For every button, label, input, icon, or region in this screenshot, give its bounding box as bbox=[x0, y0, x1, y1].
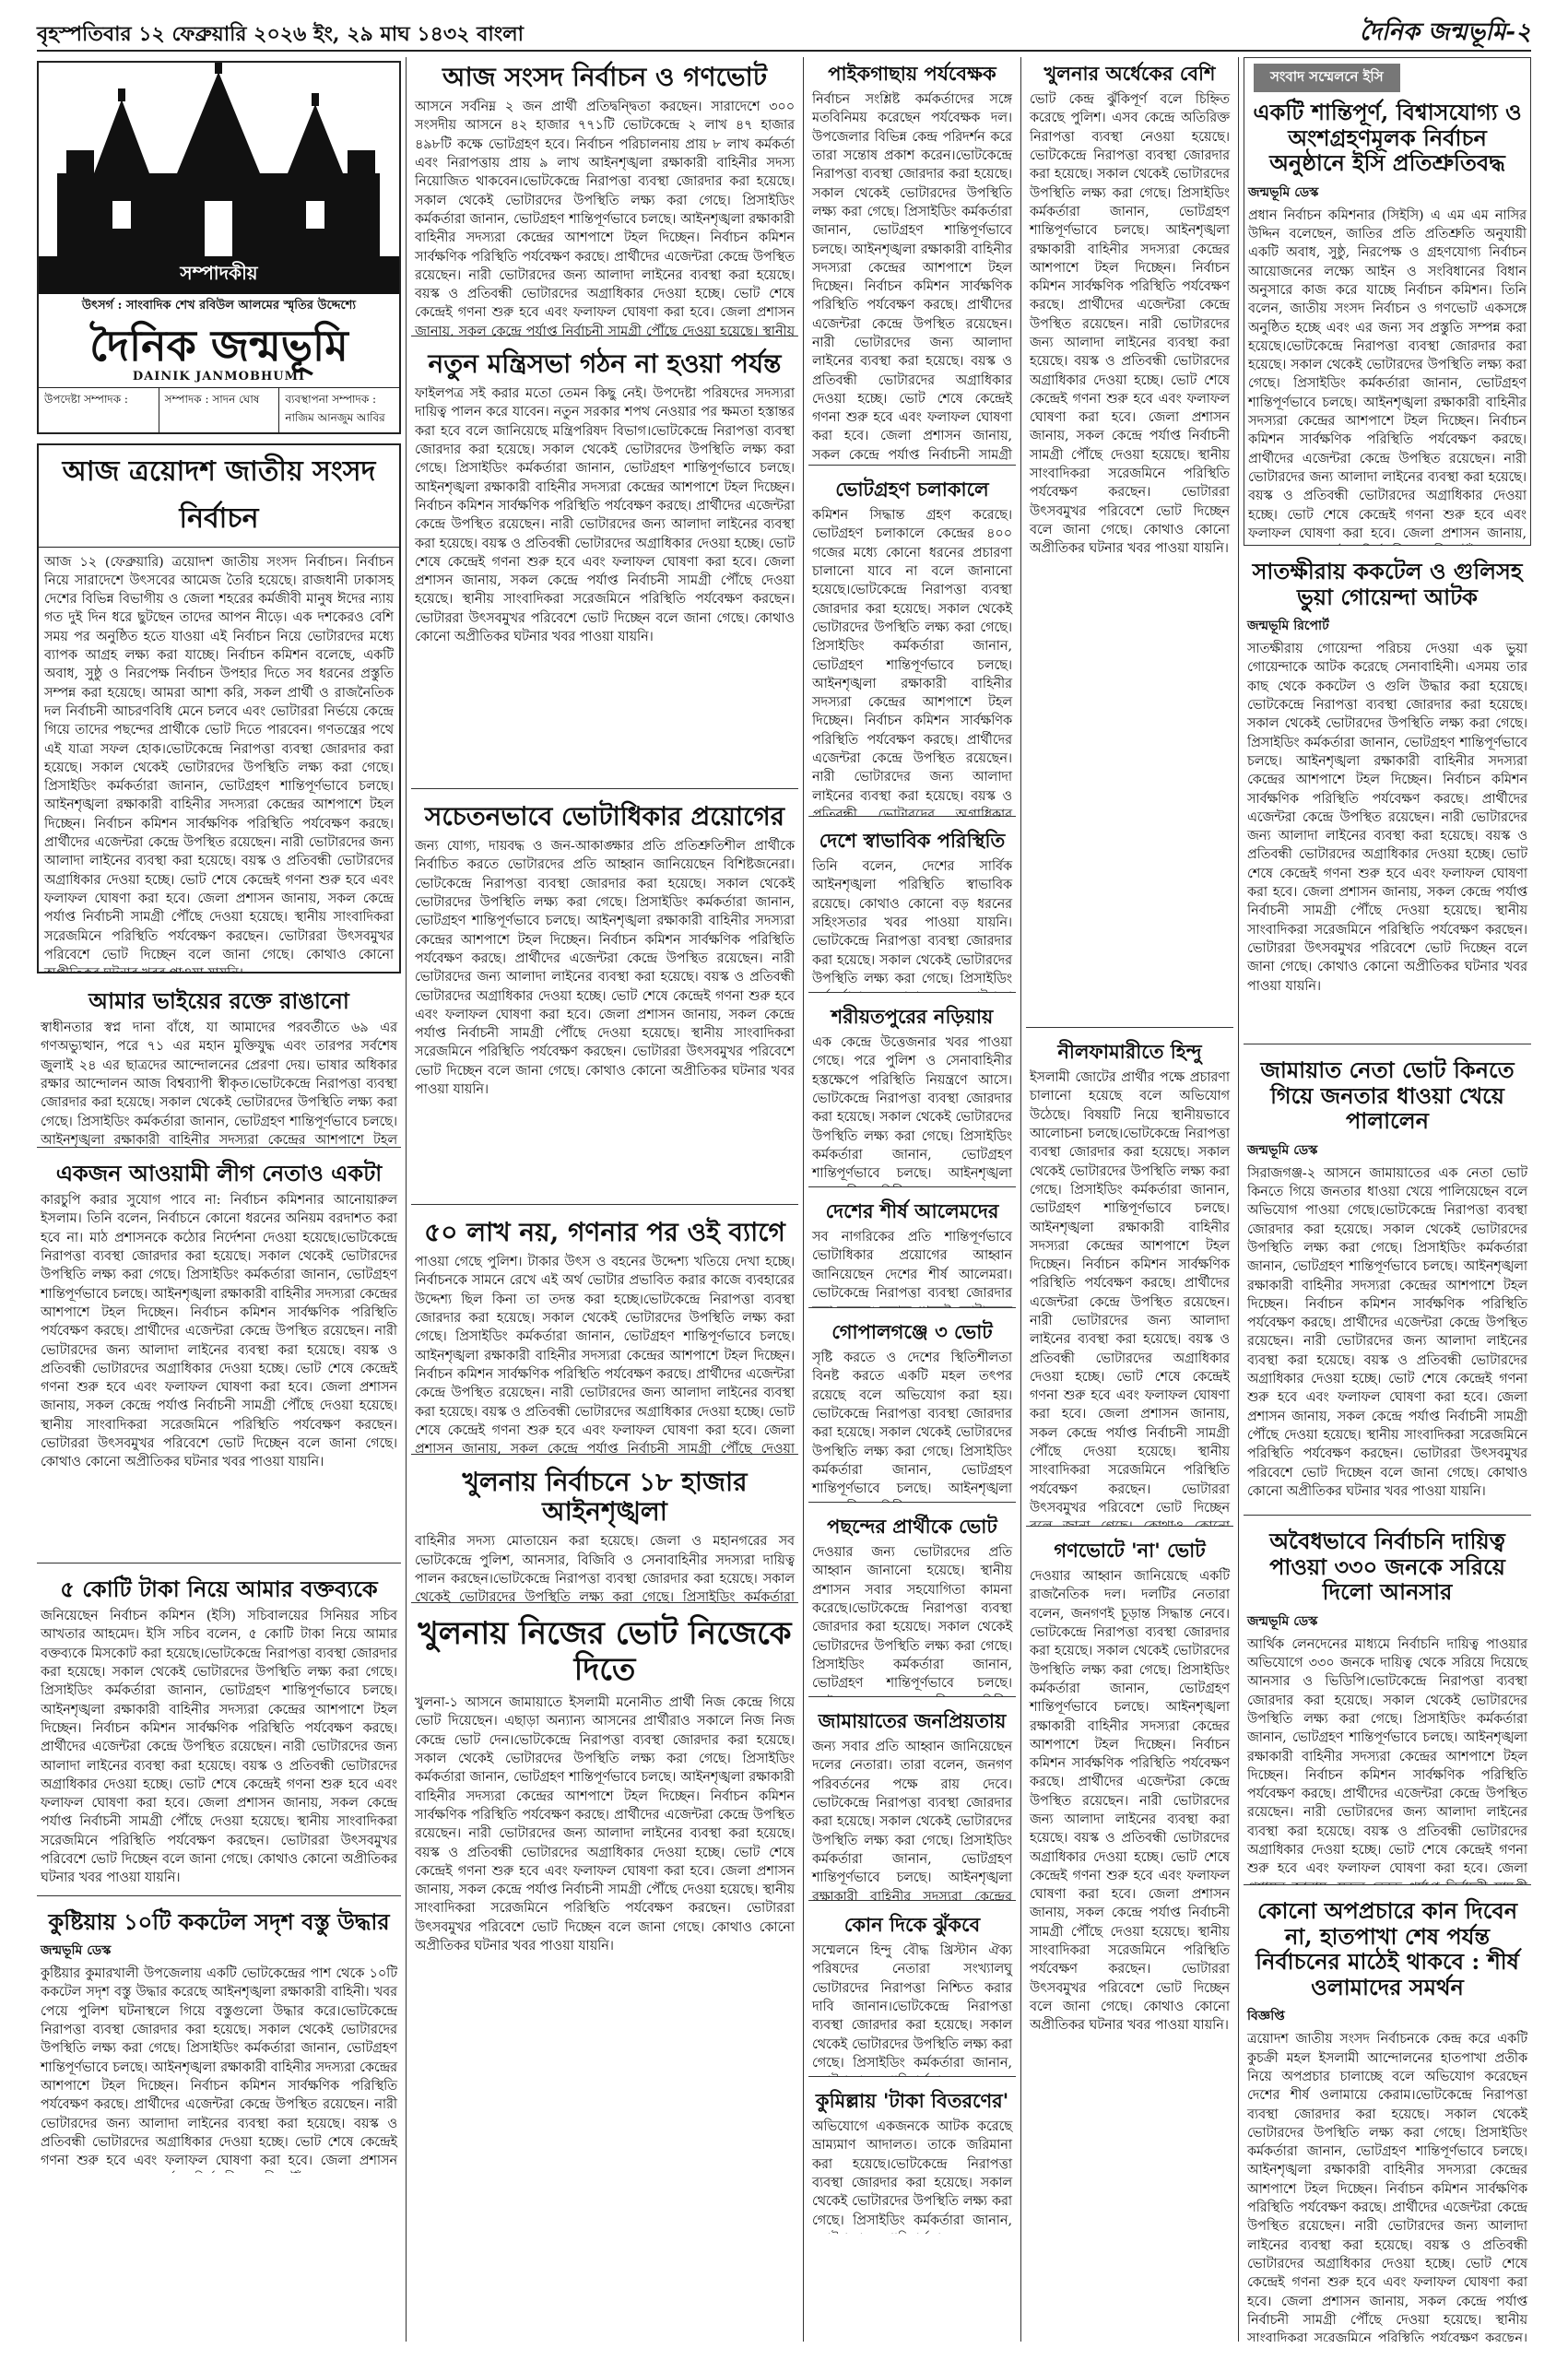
article bbox=[808, 824, 1016, 993]
column-5 bbox=[1244, 57, 1531, 2342]
page-header bbox=[37, 13, 1531, 52]
article bbox=[1244, 1893, 1531, 2342]
article-headline: শরীয়তপুরের নড়িয়ায় bbox=[831, 1005, 994, 1028]
article bbox=[1026, 57, 1233, 1028]
column-4 bbox=[1026, 57, 1233, 2342]
column-divider bbox=[803, 57, 804, 2342]
article-body: আর্থিক লেনদেনের মাধ্যমে নির্বাচনি দায়িত্ব পাওয়ার অভিযোগে ৩৩০ জনকে দায়িত্ব থেকে সরিয়ে দিয়েছে আনসার ও ভিডিপি। ভোটকেন্দ্রে নিরাপত্তা ব্যবস্থা জোরদার করা হয়েছে। সকাল থেকেই ভোটারদের উপস্থিতি লক্ষ্য করা গেছে। প্রিসাইডিং কর্মকর্তারা জানান, ভোটগ্রহণ শান্তিপূর্ণভাবে চলছে। আইনশৃঙ্খলা রক্ষাকারী বাহিনীর সদস্যরা কেন্দ্রের আশপাশে টহল দিচ্ছেন। নির্বাচন কমিশন সার্বক্ষণিক পরিস্থিতি পর্যবেক্ষণ করছে। প্রার্থীদের এজেন্টরা কেন্দ্রে উপস্থিত রয়েছেন। নারী ভোটারদের জন্য আলাদা লাইনের ব্যবস্থা করা হয়েছে। বয়স্ক ও প্রতিবন্ধী ভোটারদের অগ্রাধিকার দেওয়া হচ্ছে। ভোট শেষে কেন্দ্রেই গণনা শুরু হবে এবং ফলাফল ঘোষণা করা হবে। জেলা প্রশাসন জানায়, সকল কেন্দ্রে পর্যাপ্ত নির্বাচনী সামগ্রী পৌঁছে দেওয়া হয়েছে। স্থানীয় সাংবাদিকরা সরেজমিনে পরিস্থিতি পর্যবেক্ষণ করছেন। ভোটাররা উৎসবমুখর পরিবেশে ভোট দিচ্ছেন বলে জানা গেছে। কোথাও কোনো অপ্রীতিকর ঘটনার খবর পাওয়া যায়নি। bbox=[1247, 1635, 1527, 1885]
article bbox=[1244, 1052, 1531, 1516]
article-body: আসনে সর্বনিম্ন ২ জন প্রার্থী প্রতিদ্বন্দ্বিতা করছেন। সারাদেশে ৩০০ সংসদীয় আসনে ৪২ হাজার ৭৭১টি ভোটকেন্দ্রে ২ লাখ ৪৭ হাজার ৪৯৮টি কক্ষে ভোটগ্রহণ হবে। নির্বাচন পরিচালনায় প্রায় ৮ লাখ কর্মকর্তা এবং নিরাপত্তায় প্রায় ৯ লাখ আইনশৃঙ্খলা রক্ষাকারী বাহিনীর সদস্য নিয়োজিত থাকবেন। ভোটকেন্দ্রে নিরাপত্তা ব্যবস্থা জোরদার করা হয়েছে। সকাল থেকেই ভোটারদের উপস্থিতি লক্ষ্য করা গেছে। প্রিসাইডিং কর্মকর্তারা জানান, ভোটগ্রহণ শান্তিপূর্ণভাবে চলছে। আইনশৃঙ্খলা রক্ষাকারী বাহিনীর সদস্যরা কেন্দ্রের আশপাশে টহল দিচ্ছেন। নির্বাচন কমিশন সার্বক্ষণিক পরিস্থিতি পর্যবেক্ষণ করছে। প্রার্থীদের এজেন্টরা কেন্দ্রে উপস্থিত রয়েছেন। নারী ভোটারদের জন্য আলাদা লাইনের ব্যবস্থা করা হয়েছে। বয়স্ক ও প্রতিবন্ধী ভোটারদের অগ্রাধিকার দেওয়া হচ্ছে। ভোট শেষে কেন্দ্রেই গণনা শুরু হবে এবং ফলাফল ঘোষণা করা হবে। জেলা প্রশাসন জানায়, সকল কেন্দ্রে পর্যাপ্ত নির্বাচনী সামগ্রী পৌঁছে দেওয়া হয়েছে। স্থানীয় সাংবাদিকরা সরেজমিনে পরিস্থিতি পর্যবেক্ষণ করছেন। ভোটাররা উৎসবমুখর পরিবেশে ভোট দিচ্ছেন বলে জানা গেছে। কোথাও কোনো অপ্রীতিকর ঘটনার খবর পাওয়া যায়নি। bbox=[415, 98, 795, 336]
article bbox=[37, 1904, 401, 2173]
article-headline: নতুন মন্ত্রিসভা গঠন না হওয়া পর্যন্ত bbox=[428, 348, 782, 379]
editor-line bbox=[39, 387, 399, 432]
article-body: জনিয়েছেন নির্বাচন কমিশন (ইসি) সচিবালয়ের সিনিয়র সচিব আখতার আহমেদ। ইসি সচিব বলেন, ৫ কোটি টাকা নিয়ে আমার বক্তব্যকে মিসকোট করা হয়েছে। ভোটকেন্দ্রে নিরাপত্তা ব্যবস্থা জোরদার করা হয়েছে। সকাল থেকেই ভোটারদের উপস্থিতি লক্ষ্য করা গেছে। প্রিসাইডিং কর্মকর্তারা জানান, ভোটগ্রহণ শান্তিপূর্ণভাবে চলছে। আইনশৃঙ্খলা রক্ষাকারী বাহিনীর সদস্যরা কেন্দ্রের আশপাশে টহল দিচ্ছেন। নির্বাচন কমিশন সার্বক্ষণিক পরিস্থিতি পর্যবেক্ষণ করছে। প্রার্থীদের এজেন্টরা কেন্দ্রে উপস্থিত রয়েছেন। নারী ভোটারদের জন্য আলাদা লাইনের ব্যবস্থা করা হয়েছে। বয়স্ক ও প্রতিবন্ধী ভোটারদের অগ্রাধিকার দেওয়া হচ্ছে। ভোট শেষে কেন্দ্রেই গণনা শুরু হবে এবং ফলাফল ঘোষণা করা হবে। জেলা প্রশাসন জানায়, সকল কেন্দ্রে পর্যাপ্ত নির্বাচনী সামগ্রী পৌঁছে দেওয়া হয়েছে। স্থানীয় সাংবাদিকরা সরেজমিনে পরিস্থিতি পর্যবেক্ষণ করছেন। ভোটাররা উৎসবমুখর পরিবেশে ভোট দিচ্ছেন বলে জানা গেছে। কোথাও কোনো অপ্রীতিকর ঘটনার খবর পাওয়া যায়নি। bbox=[41, 1607, 397, 1887]
article-body: অভিযোগে একজনকে আটক করেছে ভ্রাম্যমাণ আদালত। তাকে জরিমানা করা হয়েছে। ভোটকেন্দ্রে নিরাপত্তা ব্যবস্থা জোরদার করা হয়েছে। সকাল থেকেই ভোটারদের উপস্থিতি লক্ষ্য করা গেছে। প্রিসাইডিং কর্মকর্তারা জানান, ভোটগ্রহণ শান্তিপূর্ণভাবে চলছে। আইনশৃঙ্খলা রক্ষাকারী বাহিনীর সদস্যরা কেন্দ্রের আশপাশে টহল দিচ্ছেন। নির্বাচন কমিশন সার্বক্ষণিক পরিস্থিতি পর্যবেক্ষণ করছে। প্রার্থীদের এজেন্টরা কেন্দ্রে উপস্থিত রয়েছেন। নারী ভোটারদের জন্য আলাদা লাইনের ব্যবস্থা করা হয়েছে। বয়স্ক ও প্রতিবন্ধী ভোটারদের অগ্রাধিকার দেওয়া হচ্ছে। ভোট শেষে কেন্দ্রেই গণনা শুরু হবে এবং ফলাফল ঘোষণা করা হবে। জেলা প্রশাসন জানায়, সকল কেন্দ্রে পর্যাপ্ত নির্বাচনী সামগ্রী পৌঁছে দেওয়া হয়েছে। স্থানীয় সাংবাদিকরা সরেজমিনে পরিস্থিতি পর্যবেক্ষণ করছেন। ভোটাররা উৎসবমুখর পরিবেশে ভোট দিচ্ছেন বলে জানা গেছে। কোথাও কোনো অপ্রীতিকর ঘটনার খবর পাওয়া যায়নি। bbox=[812, 2118, 1012, 2234]
editor-managing: ব্যবস্থাপনা সম্পাদক : নাজিম আনজুম আবির bbox=[285, 392, 385, 424]
editorial bbox=[37, 443, 401, 974]
article bbox=[411, 1212, 798, 1455]
lead-headline: একটি শান্তিপূর্ণ, বিশ্বাসযোগ্য ও অংশগ্রহণমূলক নির্বাচন অনুষ্ঠানে ইসি প্রতিশ্রুতিবদ্ধ bbox=[1253, 99, 1522, 177]
column-1 bbox=[37, 57, 401, 2342]
article-body: ফাইলপত্র সই করার মতো তেমন কিছু নেই। উপদেষ্টা পরিষদের সদস্যরা দায়িত্ব পালন করে যাবেন। নতুন সরকার শপথ নেওয়ার পর ক্ষমতা হস্তান্তর করা হবে বলে জানিয়েছে মন্ত্রিপরিষদ বিভাগ। ভোটকেন্দ্রে নিরাপত্তা ব্যবস্থা জোরদার করা হয়েছে। সকাল থেকেই ভোটারদের উপস্থিতি লক্ষ্য করা গেছে। প্রিসাইডিং কর্মকর্তারা জানান, ভোটগ্রহণ শান্তিপূর্ণভাবে চলছে। আইনশৃঙ্খলা রক্ষাকারী বাহিনীর সদস্যরা কেন্দ্রের আশপাশে টহল দিচ্ছেন। নির্বাচন কমিশন সার্বক্ষণিক পরিস্থিতি পর্যবেক্ষণ করছে। প্রার্থীদের এজেন্টরা কেন্দ্রে উপস্থিত রয়েছেন। নারী ভোটারদের জন্য আলাদা লাইনের ব্যবস্থা করা হয়েছে। বয়স্ক ও প্রতিবন্ধী ভোটারদের অগ্রাধিকার দেওয়া হচ্ছে। ভোট শেষে কেন্দ্রেই গণনা শুরু হবে এবং ফলাফল ঘোষণা করা হবে। জেলা প্রশাসন জানায়, সকল কেন্দ্রে পর্যাপ্ত নির্বাচনী সামগ্রী পৌঁছে দেওয়া হয়েছে। স্থানীয় সাংবাদিকরা সরেজমিনে পরিস্থিতি পর্যবেক্ষণ করছেন। ভোটাররা উৎসবমুখর পরিবেশে ভোট দিচ্ছেন বলে জানা গেছে। কোথাও কোনো অপ্রীতিকর ঘটনার খবর পাওয়া যায়নি। bbox=[415, 384, 795, 646]
lead-body: প্রধান নির্বাচন কমিশনার (সিইসি) এ এম এম নাসির উদ্দিন বলেছেন, জাতির প্রতি প্রতিশ্রুতি অনুযায়ী একটি অবাধ, সুষ্ঠু, নিরপেক্ষ ও গ্রহণযোগ্য নির্বাচন আয়োজনের লক্ষ্যে আইন ও সংবিধানের বিধান অনুসারে কাজ করে যাচ্ছে নির্বাচন কমিশন। তিনি বলেন, জাতীয় সংসদ নির্বাচন ও গণভোট একসঙ্গে অনুষ্ঠিত হচ্ছে এবং এর জন্য সব প্রস্তুতি সম্পন্ন করা হয়েছে। ভোটকেন্দ্রে নিরাপত্তা ব্যবস্থা জোরদার করা হয়েছে। সকাল থেকেই ভোটারদের উপস্থিতি লক্ষ্য করা গেছে। প্রিসাইডিং কর্মকর্তারা জানান, ভোটগ্রহণ শান্তিপূর্ণভাবে চলছে। আইনশৃঙ্খলা রক্ষাকারী বাহিনীর সদস্যরা কেন্দ্রের আশপাশে টহল দিচ্ছেন। নির্বাচন কমিশন সার্বক্ষণিক পরিস্থিতি পর্যবেক্ষণ করছে। প্রার্থীদের এজেন্টরা কেন্দ্রে উপস্থিত রয়েছেন। নারী ভোটারদের জন্য আলাদা লাইনের ব্যবস্থা করা হয়েছে। বয়স্ক ও প্রতিবন্ধী ভোটারদের অগ্রাধিকার দেওয়া হচ্ছে। ভোট শেষে কেন্দ্রেই গণনা শুরু হবে এবং ফলাফল ঘোষণা করা হবে। জেলা প্রশাসন জানায়, সকল কেন্দ্রে পর্যাপ্ত নির্বাচনী সামগ্রী পৌঁছে দেওয়া হয়েছে। স্থানীয় সাংবাদিকরা সরেজমিনে পরিস্থিতি পর্যবেক্ষণ করছেন। ভোটাররা উৎসবমুখর পরিবেশে ভোট দিচ্ছেন বলে জানা গেছে। কোথাও কোনো অপ্রীতিকর ঘটনার খবর পাওয়া যায়নি। bbox=[1248, 206, 1527, 546]
article-body: কমিশন সিদ্ধান্ত গ্রহণ করেছে। ভোটগ্রহণ চলাকালে কেন্দ্রের ৪০০ গজের মধ্যে কোনো ধরনের প্রচারণা চালানো যাবে না বলে জানানো হয়েছে। ভোটকেন্দ্রে নিরাপত্তা ব্যবস্থা জোরদার করা হয়েছে। সকাল থেকেই ভোটারদের উপস্থিতি লক্ষ্য করা গেছে। প্রিসাইডিং কর্মকর্তারা জানান, ভোটগ্রহণ শান্তিপূর্ণভাবে চলছে। আইনশৃঙ্খলা রক্ষাকারী বাহিনীর সদস্যরা কেন্দ্রের আশপাশে টহল দিচ্ছেন। নির্বাচন কমিশন সার্বক্ষণিক পরিস্থিতি পর্যবেক্ষণ করছে। প্রার্থীদের এজেন্টরা কেন্দ্রে উপস্থিত রয়েছেন। নারী ভোটারদের জন্য আলাদা লাইনের ব্যবস্থা করা হয়েছে। বয়স্ক ও প্রতিবন্ধী ভোটারদের অগ্রাধিকার দেওয়া হচ্ছে। ভোট শেষে কেন্দ্রেই গণনা শুরু হবে এবং ফলাফল ঘোষণা করা হবে। জেলা প্রশাসন জানায়, সকল কেন্দ্রে পর্যাপ্ত নির্বাচনী সামগ্রী পৌঁছে দেওয়া হয়েছে। স্থানীয় সাংবাদিকরা সরেজমিনে পরিস্থিতি পর্যবেক্ষণ করছেন। ভোটাররা উৎসবমুখর পরিবেশে ভোট দিচ্ছেন বলে জানা গেছে। কোথাও কোনো অপ্রীতিকর ঘটনার খবর পাওয়া যায়নি। bbox=[812, 506, 1012, 817]
article bbox=[808, 2084, 1016, 2234]
editor-advisor: উপদেষ্টা সম্পাদক : bbox=[39, 388, 159, 432]
article-body: বাহিনীর সদস্য মোতায়েন করা হয়েছে। জেলা ও মহানগরের সব ভোটকেন্দ্রে পুলিশ, আনসার, বিজিবি ও সেনাবাহিনীর সদস্যরা দায়িত্ব পালন করছেন। ভোটকেন্দ্রে নিরাপত্তা ব্যবস্থা জোরদার করা হয়েছে। সকাল থেকেই ভোটারদের উপস্থিতি লক্ষ্য করা গেছে। প্রিসাইডিং কর্মকর্তারা জানান, ভোটগ্রহণ শান্তিপূর্ণভাবে চলছে। আইনশৃঙ্খলা রক্ষাকারী বাহিনীর সদস্যরা কেন্দ্রের আশপাশে টহল দিচ্ছেন। নির্বাচন কমিশন সার্বক্ষণিক পরিস্থিতি পর্যবেক্ষণ করছে। প্রার্থীদের এজেন্টরা কেন্দ্রে উপস্থিত রয়েছেন। নারী ভোটারদের জন্য আলাদা লাইনের ব্যবস্থা করা হয়েছে। বয়স্ক ও প্রতিবন্ধী ভোটারদের অগ্রাধিকার দেওয়া হচ্ছে। ভোট শেষে কেন্দ্রেই গণনা শুরু হবে এবং ফলাফল ঘোষণা করা হবে। জেলা প্রশাসন জানায়, সকল কেন্দ্রে পর্যাপ্ত নির্বাচনী সামগ্রী পৌঁছে দেওয়া হয়েছে। স্থানীয় সাংবাদিকরা সরেজমিনে পরিস্থিতি পর্যবেক্ষণ করছেন। ভোটাররা উৎসবমুখর পরিবেশে ভোট দিচ্ছেন বলে জানা গেছে। কোথাও কোনো অপ্রীতিকর ঘটনার খবর পাওয়া যায়নি। bbox=[415, 1532, 795, 1603]
article-headline: গোপালগঞ্জে ৩ ভোট bbox=[831, 1320, 993, 1343]
article-headline: কোন দিকে ঝুঁকবে bbox=[843, 1913, 981, 1936]
column-divider bbox=[1020, 57, 1021, 2342]
article-headline: কোনো অপপ্রচারে কান দিবেন না, হাতপাখা শেষ পর্যন্ত নির্বাচনের মাঠেই থাকবে : শীর্ষ ওলামাদের সমর্থন bbox=[1256, 1897, 1519, 2000]
editorial-headline: আজ ত্রয়োদশ জাতীয় সংসদ নির্বাচন bbox=[37, 443, 401, 547]
article bbox=[1244, 553, 1531, 1044]
article-headline: ভোটগ্রহণ চলাকালে bbox=[835, 478, 989, 501]
article-headline: অবৈধভাবে নির্বাচনি দায়িত্ব পাওয়া ৩৩০ জনকে সরিয়ে দিলো আনসার bbox=[1269, 1528, 1505, 1606]
article-body: ভোট কেন্দ্র ঝুঁকিপূর্ণ বলে চিহ্নিত করেছে পুলিশ। এসব কেন্দ্রে অতিরিক্ত নিরাপত্তা ব্যবস্থা নেওয়া হয়েছে। ভোটকেন্দ্রে নিরাপত্তা ব্যবস্থা জোরদার করা হয়েছে। সকাল থেকেই ভোটারদের উপস্থিতি লক্ষ্য করা গেছে। প্রিসাইডিং কর্মকর্তারা জানান, ভোটগ্রহণ শান্তিপূর্ণভাবে চলছে। আইনশৃঙ্খলা রক্ষাকারী বাহিনীর সদস্যরা কেন্দ্রের আশপাশে টহল দিচ্ছেন। নির্বাচন কমিশন সার্বক্ষণিক পরিস্থিতি পর্যবেক্ষণ করছে। প্রার্থীদের এজেন্টরা কেন্দ্রে উপস্থিত রয়েছেন। নারী ভোটারদের জন্য আলাদা লাইনের ব্যবস্থা করা হয়েছে। বয়স্ক ও প্রতিবন্ধী ভোটারদের অগ্রাধিকার দেওয়া হচ্ছে। ভোট শেষে কেন্দ্রেই গণনা শুরু হবে এবং ফলাফল ঘোষণা করা হবে। জেলা প্রশাসন জানায়, সকল কেন্দ্রে পর্যাপ্ত নির্বাচনী সামগ্রী পৌঁছে দেওয়া হয়েছে। স্থানীয় সাংবাদিকরা সরেজমিনে পরিস্থিতি পর্যবেক্ষণ করছেন। ভোটাররা উৎসবমুখর পরিবেশে ভোট দিচ্ছেন বলে জানা গেছে। কোথাও কোনো অপ্রীতিকর ঘটনার খবর পাওয়া যায়নি। bbox=[1030, 90, 1230, 558]
article-byline: জন্মভূমি ডেস্ক bbox=[1247, 1142, 1318, 1158]
article bbox=[411, 57, 798, 336]
article bbox=[37, 983, 401, 1148]
lead-article bbox=[1244, 57, 1531, 546]
article-body: কারচুপি করার সুযোগ পাবে না: নির্বাচন কমিশনার আনোয়ারুল ইসলাম। তিনি বলেন, নির্বাচনে কোনো ধরনের অনিয়ম বরদাশত করা হবে না। মাঠ প্রশাসনকে কঠোর নির্দেশনা দেওয়া হয়েছে। ভোটকেন্দ্রে নিরাপত্তা ব্যবস্থা জোরদার করা হয়েছে। সকাল থেকেই ভোটারদের উপস্থিতি লক্ষ্য করা গেছে। প্রিসাইডিং কর্মকর্তারা জানান, ভোটগ্রহণ শান্তিপূর্ণভাবে চলছে। আইনশৃঙ্খলা রক্ষাকারী বাহিনীর সদস্যরা কেন্দ্রের আশপাশে টহল দিচ্ছেন। নির্বাচন কমিশন সার্বক্ষণিক পরিস্থিতি পর্যবেক্ষণ করছে। প্রার্থীদের এজেন্টরা কেন্দ্রে উপস্থিত রয়েছেন। নারী ভোটারদের জন্য আলাদা লাইনের ব্যবস্থা করা হয়েছে। বয়স্ক ও প্রতিবন্ধী ভোটারদের অগ্রাধিকার দেওয়া হচ্ছে। ভোট শেষে কেন্দ্রেই গণনা শুরু হবে এবং ফলাফল ঘোষণা করা হবে। জেলা প্রশাসন জানায়, সকল কেন্দ্রে পর্যাপ্ত নির্বাচনী সামগ্রী পৌঁছে দেওয়া হয়েছে। স্থানীয় সাংবাদিকরা সরেজমিনে পরিস্থিতি পর্যবেক্ষণ করছেন। ভোটাররা উৎসবমুখর পরিবেশে ভোট দিচ্ছেন বলে জানা গেছে। কোথাও কোনো অপ্রীতিকর ঘটনার খবর পাওয়া যায়নি। bbox=[41, 1191, 397, 1471]
article bbox=[808, 1000, 1016, 1187]
article-body: ইসলামী জোটের প্রার্থীর পক্ষে প্রচারণা চালানো হয়েছে বলে অভিযোগ উঠেছে। বিষয়টি নিয়ে স্থানীয়ভাবে আলোচনা চলছে। ভোটকেন্দ্রে নিরাপত্তা ব্যবস্থা জোরদার করা হয়েছে। সকাল থেকেই ভোটারদের উপস্থিতি লক্ষ্য করা গেছে। প্রিসাইডিং কর্মকর্তারা জানান, ভোটগ্রহণ শান্তিপূর্ণভাবে চলছে। আইনশৃঙ্খলা রক্ষাকারী বাহিনীর সদস্যরা কেন্দ্রের আশপাশে টহল দিচ্ছেন। নির্বাচন কমিশন সার্বক্ষণিক পরিস্থিতি পর্যবেক্ষণ করছে। প্রার্থীদের এজেন্টরা কেন্দ্রে উপস্থিত রয়েছেন। নারী ভোটারদের জন্য আলাদা লাইনের ব্যবস্থা করা হয়েছে। বয়স্ক ও প্রতিবন্ধী ভোটারদের অগ্রাধিকার দেওয়া হচ্ছে। ভোট শেষে কেন্দ্রেই গণনা শুরু হবে এবং ফলাফল ঘোষণা করা হবে। জেলা প্রশাসন জানায়, সকল কেন্দ্রে পর্যাপ্ত নির্বাচনী সামগ্রী পৌঁছে দেওয়া হয়েছে। স্থানীয় সাংবাদিকরা সরেজমিনে পরিস্থিতি পর্যবেক্ষণ করছেন। ভোটাররা উৎসবমুখর পরিবেশে ভোট দিচ্ছেন বলে জানা গেছে। কোথাও কোনো অপ্রীতিকর ঘটনার খবর পাওয়া যায়নি। bbox=[1030, 1068, 1230, 1527]
article-byline: জন্মভূমি রিপোর্ট bbox=[1247, 619, 1329, 634]
article-byline: জন্মভূমি ডেস্ক bbox=[41, 1943, 112, 1959]
article-headline: দেশের শীর্ষ আলেমদের bbox=[825, 1199, 999, 1222]
article bbox=[808, 1705, 1016, 1901]
article bbox=[808, 1195, 1016, 1308]
article-body: ত্রয়োদশ জাতীয় সংসদ নির্বাচনকে কেন্দ্র করে একটি কুচক্রী মহল ইসলামী আন্দোলনের হাতপাখা প্রতীক নিয়ে অপপ্রচার চালাচ্ছে বলে অভিযোগ করেছেন দেশের শীর্ষ ওলামায়ে কেরাম। ভোটকেন্দ্রে নিরাপত্তা ব্যবস্থা জোরদার করা হয়েছে। সকাল থেকেই ভোটারদের উপস্থিতি লক্ষ্য করা গেছে। প্রিসাইডিং কর্মকর্তারা জানান, ভোটগ্রহণ শান্তিপূর্ণভাবে চলছে। আইনশৃঙ্খলা রক্ষাকারী বাহিনীর সদস্যরা কেন্দ্রের আশপাশে টহল দিচ্ছেন। নির্বাচন কমিশন সার্বক্ষণিক পরিস্থিতি পর্যবেক্ষণ করছে। প্রার্থীদের এজেন্টরা কেন্দ্রে উপস্থিত রয়েছেন। নারী ভোটারদের জন্য আলাদা লাইনের ব্যবস্থা করা হয়েছে। বয়স্ক ও প্রতিবন্ধী ভোটারদের অগ্রাধিকার দেওয়া হচ্ছে। ভোট শেষে কেন্দ্রেই গণনা শুরু হবে এবং ফলাফল ঘোষণা করা হবে। জেলা প্রশাসন জানায়, সকল কেন্দ্রে পর্যাপ্ত নির্বাচনী সামগ্রী পৌঁছে দেওয়া হয়েছে। স্থানীয় সাংবাদিকরা সরেজমিনে পরিস্থিতি পর্যবেক্ষণ করছেন। ভোটাররা উৎসবমুখর পরিবেশে ভোট দিচ্ছেন বলে জানা গেছে। কোথাও কোনো অপ্রীতিকর ঘটনার খবর পাওয়া যায়নি। bbox=[1247, 2030, 1527, 2342]
article-body: সম্মেলনে হিন্দু বৌদ্ধ খ্রিস্টান ঐক্য পরিষদের নেতারা সংখ্যালঘু ভোটারদের নিরাপত্তা নিশ্চিত করার দাবি জানান। ভোটকেন্দ্রে নিরাপত্তা ব্যবস্থা জোরদার করা হয়েছে। সকাল থেকেই ভোটারদের উপস্থিতি লক্ষ্য করা গেছে। প্রিসাইডিং কর্মকর্তারা জানান, ভোটগ্রহণ শান্তিপূর্ণভাবে চলছে। আইনশৃঙ্খলা রক্ষাকারী বাহিনীর সদস্যরা কেন্দ্রের আশপাশে টহল দিচ্ছেন। নির্বাচন কমিশন সার্বক্ষণিক পরিস্থিতি পর্যবেক্ষণ করছে। প্রার্থীদের এজেন্টরা কেন্দ্রে উপস্থিত রয়েছেন। নারী ভোটারদের জন্য আলাদা লাইনের ব্যবস্থা করা হয়েছে। বয়স্ক ও প্রতিবন্ধী ভোটারদের অগ্রাধিকার দেওয়া হচ্ছে। ভোট শেষে কেন্দ্রেই গণনা শুরু হবে এবং ফলাফল ঘোষণা করা হবে। জেলা প্রশাসন জানায়, সকল কেন্দ্রে পর্যাপ্ত নির্বাচনী সামগ্রী পৌঁছে দেওয়া হয়েছে। স্থানীয় সাংবাদিকরা সরেজমিনে পরিস্থিতি পর্যবেক্ষণ করছেন। ভোটাররা উৎসবমুখর পরিবেশে ভোট দিচ্ছেন বলে জানা গেছে। কোথাও কোনো অপ্রীতিকর ঘটনার খবর পাওয়া যায়নি। bbox=[812, 1941, 1012, 2077]
article-body: খুলনা-১ আসনে জামায়াতে ইসলামী মনোনীত প্রার্থী নিজ কেন্দ্রে গিয়ে ভোট দিয়েছেন। এছাড়া অন্যান্য আসনের প্রার্থীরাও সকালে নিজ নিজ কেন্দ্রে ভোট দেন। ভোটকেন্দ্রে নিরাপত্তা ব্যবস্থা জোরদার করা হয়েছে। সকাল থেকেই ভোটারদের উপস্থিতি লক্ষ্য করা গেছে। প্রিসাইডিং কর্মকর্তারা জানান, ভোটগ্রহণ শান্তিপূর্ণভাবে চলছে। আইনশৃঙ্খলা রক্ষাকারী বাহিনীর সদস্যরা কেন্দ্রের আশপাশে টহল দিচ্ছেন। নির্বাচন কমিশন সার্বক্ষণিক পরিস্থিতি পর্যবেক্ষণ করছে। প্রার্থীদের এজেন্টরা কেন্দ্রে উপস্থিত রয়েছেন। নারী ভোটারদের জন্য আলাদা লাইনের ব্যবস্থা করা হয়েছে। বয়স্ক ও প্রতিবন্ধী ভোটারদের অগ্রাধিকার দেওয়া হচ্ছে। ভোট শেষে কেন্দ্রেই গণনা শুরু হবে এবং ফলাফল ঘোষণা করা হবে। জেলা প্রশাসন জানায়, সকল কেন্দ্রে পর্যাপ্ত নির্বাচনী সামগ্রী পৌঁছে দেওয়া হয়েছে। স্থানীয় সাংবাদিকরা সরেজমিনে পরিস্থিতি পর্যবেক্ষণ করছেন। ভোটাররা উৎসবমুখর পরিবেশে ভোট দিচ্ছেন বলে জানা গেছে। কোথাও কোনো অপ্রীতিকর ঘটনার খবর পাওয়া যায়নি। bbox=[415, 1693, 795, 1955]
lead-byline: জন্মভূমি ডেস্ক bbox=[1248, 184, 1319, 200]
article bbox=[37, 1155, 401, 1564]
article-body: দেওয়ার জন্য ভোটারদের প্রতি আহ্বান জানানো হয়েছে। স্থানীয় প্রশাসন সবার সহযোগিতা কামনা করেছে। ভোটকেন্দ্রে নিরাপত্তা ব্যবস্থা জোরদার করা হয়েছে। সকাল থেকেই ভোটারদের উপস্থিতি লক্ষ্য করা গেছে। প্রিসাইডিং কর্মকর্তারা জানান, ভোটগ্রহণ শান্তিপূর্ণভাবে চলছে। আইনশৃঙ্খলা রক্ষাকারী বাহিনীর সদস্যরা কেন্দ্রের আশপাশে টহল দিচ্ছেন। নির্বাচন কমিশন সার্বক্ষণিক পরিস্থিতি পর্যবেক্ষণ করছে। প্রার্থীদের এজেন্টরা কেন্দ্রে উপস্থিত রয়েছেন। নারী ভোটারদের জন্য আলাদা লাইনের ব্যবস্থা করা হয়েছে। বয়স্ক ও প্রতিবন্ধী ভোটারদের অগ্রাধিকার দেওয়া হচ্ছে। ভোট শেষে কেন্দ্রেই গণনা শুরু হবে এবং ফলাফল ঘোষণা করা হবে। জেলা প্রশাসন জানায়, সকল কেন্দ্রে পর্যাপ্ত নির্বাচনী সামগ্রী পৌঁছে দেওয়া হয়েছে। স্থানীয় সাংবাদিকরা সরেজমিনে পরিস্থিতি পর্যবেক্ষণ করছেন। ভোটাররা উৎসবমুখর পরিবেশে ভোট দিচ্ছেন বলে জানা গেছে। কোথাও কোনো অপ্রীতিকর ঘটনার খবর পাওয়া যায়নি। bbox=[812, 1543, 1012, 1697]
article-headline: সাতক্ষীরায় ককটেল ও গুলিসহ ভুয়া গোয়েন্দা আটক bbox=[1252, 558, 1523, 610]
paper-latin-name: DAINIK JANMOBHUMI bbox=[132, 369, 306, 384]
article-headline: কুমিল্লায় 'টাকা বিতরণের' bbox=[815, 2089, 1009, 2112]
article bbox=[808, 1908, 1016, 2077]
column-divider bbox=[406, 57, 407, 2342]
article-body: কুষ্টিয়ার কুমারখালী উপজেলায় একটি ভোটকেন্দ্রের পাশ থেকে ১০টি ককটেল সদৃশ বস্তু উদ্ধার করেছে আইনশৃঙ্খলা রক্ষাকারী বাহিনী। খবর পেয়ে পুলিশ ঘটনাস্থলে গিয়ে বস্তুগুলো উদ্ধার করে। ভোটকেন্দ্রে নিরাপত্তা ব্যবস্থা জোরদার করা হয়েছে। সকাল থেকেই ভোটারদের উপস্থিতি লক্ষ্য করা গেছে। প্রিসাইডিং কর্মকর্তারা জানান, ভোটগ্রহণ শান্তিপূর্ণভাবে চলছে। আইনশৃঙ্খলা রক্ষাকারী বাহিনীর সদস্যরা কেন্দ্রের আশপাশে টহল দিচ্ছেন। নির্বাচন কমিশন সার্বক্ষণিক পরিস্থিতি পর্যবেক্ষণ করছে। প্রার্থীদের এজেন্টরা কেন্দ্রে উপস্থিত রয়েছেন। নারী ভোটারদের জন্য আলাদা লাইনের ব্যবস্থা করা হয়েছে। বয়স্ক ও প্রতিবন্ধী ভোটারদের অগ্রাধিকার দেওয়া হচ্ছে। ভোট শেষে কেন্দ্রেই গণনা শুরু হবে এবং ফলাফল ঘোষণা করা হবে। জেলা প্রশাসন জানায়, সকল কেন্দ্রে পর্যাপ্ত নির্বাচনী সামগ্রী পৌঁছে দেওয়া হয়েছে। স্থানীয় সাংবাদিকরা সরেজমিনে পরিস্থিতি পর্যবেক্ষণ করছেন। ভোটাররা উৎসবমুখর পরিবেশে ভোট দিচ্ছেন বলে জানা গেছে। কোথাও কোনো অপ্রীতিকর ঘটনার খবর পাওয়া যায়নি। bbox=[41, 1965, 397, 2172]
article-headline: জামায়াত নেতা ভোট কিনতে গিয়ে জনতার ধাওয়া খেয়ে পালালেন bbox=[1260, 1056, 1515, 1135]
masthead-tagline: উৎসর্গ : সাংবাদিক শেখ রবিউল আলমের স্মৃতির উদ্দেশ্যে bbox=[81, 299, 357, 313]
article-headline: ৫ কোটি টাকা নিয়ে আমার বক্তব্যকে bbox=[60, 1575, 378, 1602]
article-body: সিরাজগঞ্জ-২ আসনে জামায়াতের এক নেতা ভোট কিনতে গিয়ে জনতার ধাওয়া খেয়ে পালিয়েছেন বলে অভিযোগ পাওয়া গেছে। ভোটকেন্দ্রে নিরাপত্তা ব্যবস্থা জোরদার করা হয়েছে। সকাল থেকেই ভোটারদের উপস্থিতি লক্ষ্য করা গেছে। প্রিসাইডিং কর্মকর্তারা জানান, ভোটগ্রহণ শান্তিপূর্ণভাবে চলছে। আইনশৃঙ্খলা রক্ষাকারী বাহিনীর সদস্যরা কেন্দ্রের আশপাশে টহল দিচ্ছেন। নির্বাচন কমিশন সার্বক্ষণিক পরিস্থিতি পর্যবেক্ষণ করছে। প্রার্থীদের এজেন্টরা কেন্দ্রে উপস্থিত রয়েছেন। নারী ভোটারদের জন্য আলাদা লাইনের ব্যবস্থা করা হয়েছে। বয়স্ক ও প্রতিবন্ধী ভোটারদের অগ্রাধিকার দেওয়া হচ্ছে। ভোট শেষে কেন্দ্রেই গণনা শুরু হবে এবং ফলাফল ঘোষণা করা হবে। জেলা প্রশাসন জানায়, সকল কেন্দ্রে পর্যাপ্ত নির্বাচনী সামগ্রী পৌঁছে দেওয়া হয়েছে। স্থানীয় সাংবাদিকরা সরেজমিনে পরিস্থিতি পর্যবেক্ষণ করছেন। ভোটাররা উৎসবমুখর পরিবেশে ভোট দিচ্ছেন বলে জানা গেছে। কোথাও কোনো অপ্রীতিকর ঘটনার খবর পাওয়া যায়নি। bbox=[1247, 1164, 1527, 1501]
article bbox=[1026, 1534, 1233, 2342]
article-body: জন্য যোগ্য, দায়বদ্ধ ও জন-আকাঙ্ক্ষার প্রতি প্রতিশ্রুতিশীল প্রার্থীকে নির্বাচিত করতে ভোটারদের প্রতি আহ্বান জানিয়েছেন বিশিষ্টজনেরা। ভোটকেন্দ্রে নিরাপত্তা ব্যবস্থা জোরদার করা হয়েছে। সকাল থেকেই ভোটারদের উপস্থিতি লক্ষ্য করা গেছে। প্রিসাইডিং কর্মকর্তারা জানান, ভোটগ্রহণ শান্তিপূর্ণভাবে চলছে। আইনশৃঙ্খলা রক্ষাকারী বাহিনীর সদস্যরা কেন্দ্রের আশপাশে টহল দিচ্ছেন। নির্বাচন কমিশন সার্বক্ষণিক পরিস্থিতি পর্যবেক্ষণ করছে। প্রার্থীদের এজেন্টরা কেন্দ্রে উপস্থিত রয়েছেন। নারী ভোটারদের জন্য আলাদা লাইনের ব্যবস্থা করা হয়েছে। বয়স্ক ও প্রতিবন্ধী ভোটারদের অগ্রাধিকার দেওয়া হচ্ছে। ভোট শেষে কেন্দ্রেই গণনা শুরু হবে এবং ফলাফল ঘোষণা করা হবে। জেলা প্রশাসন জানায়, সকল কেন্দ্রে পর্যাপ্ত নির্বাচনী সামগ্রী পৌঁছে দেওয়া হয়েছে। স্থানীয় সাংবাদিকরা সরেজমিনে পরিস্থিতি পর্যবেক্ষণ করছেন। ভোটাররা উৎসবমুখর পরিবেশে ভোট দিচ্ছেন বলে জানা গেছে। কোথাও কোনো অপ্রীতিকর ঘটনার খবর পাওয়া যায়নি। bbox=[415, 837, 795, 1099]
paper-name: দৈনিক জন্মভূমি bbox=[89, 321, 348, 371]
article-headline: আজ সংসদ নির্বাচন ও গণভোট bbox=[442, 62, 768, 92]
date-line: বৃহস্পতিবার ১২ ফেব্রুয়ারি ২০২৬ ইং, ২৯ মাঘ ১৪৩২ বাংলা bbox=[37, 22, 525, 46]
masthead-illustration bbox=[39, 63, 399, 256]
article-headline: পছন্দের প্রার্থীকে ভোট bbox=[827, 1515, 997, 1538]
article-body: নির্বাচন সংশ্লিষ্ট কর্মকর্তাদের সঙ্গে মতবিনিময় করেছেন পর্যবেক্ষক দল। উপজেলার বিভিন্ন কেন্দ্র পরিদর্শন করে তারা সন্তোষ প্রকাশ করেন। ভোটকেন্দ্রে নিরাপত্তা ব্যবস্থা জোরদার করা হয়েছে। সকাল থেকেই ভোটারদের উপস্থিতি লক্ষ্য করা গেছে। প্রিসাইডিং কর্মকর্তারা জানান, ভোটগ্রহণ শান্তিপূর্ণভাবে চলছে। আইনশৃঙ্খলা রক্ষাকারী বাহিনীর সদস্যরা কেন্দ্রের আশপাশে টহল দিচ্ছেন। নির্বাচন কমিশন সার্বক্ষণিক পরিস্থিতি পর্যবেক্ষণ করছে। প্রার্থীদের এজেন্টরা কেন্দ্রে উপস্থিত রয়েছেন। নারী ভোটারদের জন্য আলাদা লাইনের ব্যবস্থা করা হয়েছে। বয়স্ক ও প্রতিবন্ধী ভোটারদের অগ্রাধিকার দেওয়া হচ্ছে। ভোট শেষে কেন্দ্রেই গণনা শুরু হবে এবং ফলাফল ঘোষণা করা হবে। জেলা প্রশাসন জানায়, সকল কেন্দ্রে পর্যাপ্ত নির্বাচনী সামগ্রী পৌঁছে দেওয়া হয়েছে। স্থানীয় সাংবাদিকরা সরেজমিনে পরিস্থিতি পর্যবেক্ষণ করছেন। ভোটাররা উৎসবমুখর পরিবেশে ভোট দিচ্ছেন বলে জানা গেছে। কোথাও কোনো অপ্রীতিকর ঘটনার খবর পাওয়া যায়নি। bbox=[812, 90, 1012, 466]
article-headline: গণভোটে 'না' ভোট bbox=[1054, 1539, 1206, 1562]
article-headline: পাইকগাছায় পর্যবেক্ষক bbox=[828, 62, 996, 85]
article-headline: খুলনার অর্ধেকের বেশি bbox=[1043, 62, 1216, 85]
section-tag: সংবাদ সম্মেলনে ইসি bbox=[1254, 64, 1400, 92]
article bbox=[808, 1316, 1016, 1503]
article-headline: ৫০ লাখ নয়, গণনার পর ওই ব্যাগে bbox=[424, 1217, 785, 1247]
article-headline: খুলনায় নির্বাচনে ১৮ হাজার আইনশৃঙ্খলা bbox=[462, 1467, 748, 1528]
article bbox=[411, 1611, 798, 2342]
article-body: জন্য সবার প্রতি আহ্বান জানিয়েছেন দলের নেতারা। তারা বলেন, জনগণ পরিবর্তনের পক্ষে রায় দেবে। ভোটকেন্দ্রে নিরাপত্তা ব্যবস্থা জোরদার করা হয়েছে। সকাল থেকেই ভোটারদের উপস্থিতি লক্ষ্য করা গেছে। প্রিসাইডিং কর্মকর্তারা জানান, ভোটগ্রহণ শান্তিপূর্ণভাবে চলছে। আইনশৃঙ্খলা রক্ষাকারী বাহিনীর সদস্যরা কেন্দ্রের আশপাশে টহল দিচ্ছেন। নির্বাচন কমিশন সার্বক্ষণিক পরিস্থিতি পর্যবেক্ষণ করছে। প্রার্থীদের এজেন্টরা কেন্দ্রে উপস্থিত রয়েছেন। নারী ভোটারদের জন্য আলাদা লাইনের ব্যবস্থা করা হয়েছে। বয়স্ক ও প্রতিবন্ধী ভোটারদের অগ্রাধিকার দেওয়া হচ্ছে। ভোট শেষে কেন্দ্রেই গণনা শুরু হবে এবং ফলাফল ঘোষণা করা হবে। জেলা প্রশাসন জানায়, সকল কেন্দ্রে পর্যাপ্ত নির্বাচনী সামগ্রী পৌঁছে দেওয়া হয়েছে। স্থানীয় সাংবাদিকরা সরেজমিনে পরিস্থিতি পর্যবেক্ষণ করছেন। ভোটাররা উৎসবমুখর পরিবেশে ভোট দিচ্ছেন বলে জানা গেছে। কোথাও কোনো অপ্রীতিকর ঘটনার খবর পাওয়া যায়নি। bbox=[812, 1738, 1012, 1901]
article bbox=[411, 1462, 798, 1603]
article-byline: বিজ্ঞপ্তি bbox=[1247, 2009, 1285, 2024]
article-headline: জামায়াতের জনপ্রিয়তায় bbox=[818, 1709, 1007, 1732]
temple-skyline-icon bbox=[39, 63, 399, 256]
article bbox=[411, 796, 798, 1205]
article bbox=[808, 473, 1016, 817]
article bbox=[1026, 1035, 1233, 1527]
article-headline: দেশে স্বাভাবিক পরিস্থিতি bbox=[819, 829, 1006, 852]
editor-main: সম্পাদক : সাদন ঘোষ bbox=[159, 388, 280, 432]
article-body: সব নাগরিকের প্রতি শান্তিপূর্ণভাবে ভোটাধিকার প্রয়োগের আহ্বান জানিয়েছেন দেশের শীর্ষ আলেমরা। ভোটকেন্দ্রে নিরাপত্তা ব্যবস্থা জোরদার করা হয়েছে। সকাল থেকেই ভোটারদের উপস্থিতি লক্ষ্য করা গেছে। প্রিসাইডিং কর্মকর্তারা জানান, ভোটগ্রহণ শান্তিপূর্ণভাবে চলছে। আইনশৃঙ্খলা রক্ষাকারী বাহিনীর সদস্যরা কেন্দ্রের আশপাশে টহল দিচ্ছেন। নির্বাচন কমিশন সার্বক্ষণিক পরিস্থিতি পর্যবেক্ষণ করছে। প্রার্থীদের এজেন্টরা কেন্দ্রে উপস্থিত রয়েছেন। নারী ভোটারদের জন্য আলাদা লাইনের ব্যবস্থা করা হয়েছে। বয়স্ক ও প্রতিবন্ধী ভোটারদের অগ্রাধিকার দেওয়া হচ্ছে। ভোট শেষে কেন্দ্রেই গণনা শুরু হবে এবং ফলাফল ঘোষণা করা হবে। জেলা প্রশাসন জানায়, সকল কেন্দ্রে পর্যাপ্ত নির্বাচনী সামগ্রী পৌঁছে দেওয়া হয়েছে। স্থানীয় সাংবাদিকরা সরেজমিনে পরিস্থিতি পর্যবেক্ষণ করছেন। ভোটাররা উৎসবমুখর পরিবেশে ভোট দিচ্ছেন বলে জানা গেছে। কোথাও কোনো অপ্রীতিকর ঘটনার খবর পাওয়া যায়নি। bbox=[812, 1228, 1012, 1308]
masthead bbox=[37, 61, 401, 434]
article-body: এক কেন্দ্রে উত্তেজনার খবর পাওয়া গেছে। পরে পুলিশ ও সেনাবাহিনীর হস্তক্ষেপে পরিস্থিতি নিয়ন্ত্রণে আসে। ভোটকেন্দ্রে নিরাপত্তা ব্যবস্থা জোরদার করা হয়েছে। সকাল থেকেই ভোটারদের উপস্থিতি লক্ষ্য করা গেছে। প্রিসাইডিং কর্মকর্তারা জানান, ভোটগ্রহণ শান্তিপূর্ণভাবে চলছে। আইনশৃঙ্খলা রক্ষাকারী বাহিনীর সদস্যরা কেন্দ্রের আশপাশে টহল দিচ্ছেন। নির্বাচন কমিশন সার্বক্ষণিক পরিস্থিতি পর্যবেক্ষণ করছে। প্রার্থীদের এজেন্টরা কেন্দ্রে উপস্থিত রয়েছেন। নারী ভোটারদের জন্য আলাদা লাইনের ব্যবস্থা করা হয়েছে। বয়স্ক ও প্রতিবন্ধী ভোটারদের অগ্রাধিকার দেওয়া হচ্ছে। ভোট শেষে কেন্দ্রেই গণনা শুরু হবে এবং ফলাফল ঘোষণা করা হবে। জেলা প্রশাসন জানায়, সকল কেন্দ্রে পর্যাপ্ত নির্বাচনী সামগ্রী পৌঁছে দেওয়া হয়েছে। স্থানীয় সাংবাদিকরা সরেজমিনে পরিস্থিতি পর্যবেক্ষণ করছেন। ভোটাররা উৎসবমুখর পরিবেশে ভোট দিচ্ছেন বলে জানা গেছে। কোথাও কোনো অপ্রীতিকর ঘটনার খবর পাওয়া যায়নি। bbox=[812, 1033, 1012, 1187]
article-headline: একজন আওয়ামী লীগ নেতাও একটা bbox=[55, 1159, 383, 1186]
article-body: তিনি বলেন, দেশের সার্বিক আইনশৃঙ্খলা পরিস্থিতি স্বাভাবিক রয়েছে। কোথাও কোনো বড় ধরনের সহিংসতার খবর পাওয়া যায়নি। ভোটকেন্দ্রে নিরাপত্তা ব্যবস্থা জোরদার করা হয়েছে। সকাল থেকেই ভোটারদের উপস্থিতি লক্ষ্য করা গেছে। প্রিসাইডিং কর্মকর্তারা জানান, ভোটগ্রহণ শান্তিপূর্ণভাবে চলছে। আইনশৃঙ্খলা রক্ষাকারী বাহিনীর সদস্যরা কেন্দ্রের আশপাশে টহল দিচ্ছেন। নির্বাচন কমিশন সার্বক্ষণিক পরিস্থিতি পর্যবেক্ষণ করছে। প্রার্থীদের এজেন্টরা কেন্দ্রে উপস্থিত রয়েছেন। নারী ভোটারদের জন্য আলাদা লাইনের ব্যবস্থা করা হয়েছে। বয়স্ক ও প্রতিবন্ধী ভোটারদের অগ্রাধিকার দেওয়া হচ্ছে। ভোট শেষে কেন্দ্রেই গণনা শুরু হবে এবং ফলাফল ঘোষণা করা হবে। জেলা প্রশাসন জানায়, সকল কেন্দ্রে পর্যাপ্ত নির্বাচনী সামগ্রী পৌঁছে দেওয়া হয়েছে। স্থানীয় সাংবাদিকরা সরেজমিনে পরিস্থিতি পর্যবেক্ষণ করছেন। ভোটাররা উৎসবমুখর পরিবেশে ভোট দিচ্ছেন বলে জানা গেছে। কোথাও কোনো অপ্রীতিকর ঘটনার খবর পাওয়া যায়নি। bbox=[812, 857, 1012, 993]
article-headline: আমার ভাইয়ের রক্তে রাঙানো bbox=[88, 986, 349, 1014]
article-body: পাওয়া গেছে পুলিশ। টাকার উৎস ও বহনের উদ্দেশ্য খতিয়ে দেখা হচ্ছে। নির্বাচনকে সামনে রেখে এই অর্থ ভোটার প্রভাবিত করার কাজে ব্যবহারের উদ্দেশ্য ছিল কিনা তা তদন্ত করা হচ্ছে। ভোটকেন্দ্রে নিরাপত্তা ব্যবস্থা জোরদার করা হয়েছে। সকাল থেকেই ভোটারদের উপস্থিতি লক্ষ্য করা গেছে। প্রিসাইডিং কর্মকর্তারা জানান, ভোটগ্রহণ শান্তিপূর্ণভাবে চলছে। আইনশৃঙ্খলা রক্ষাকারী বাহিনীর সদস্যরা কেন্দ্রের আশপাশে টহল দিচ্ছেন। নির্বাচন কমিশন সার্বক্ষণিক পরিস্থিতি পর্যবেক্ষণ করছে। প্রার্থীদের এজেন্টরা কেন্দ্রে উপস্থিত রয়েছেন। নারী ভোটারদের জন্য আলাদা লাইনের ব্যবস্থা করা হয়েছে। বয়স্ক ও প্রতিবন্ধী ভোটারদের অগ্রাধিকার দেওয়া হচ্ছে। ভোট শেষে কেন্দ্রেই গণনা শুরু হবে এবং ফলাফল ঘোষণা করা হবে। জেলা প্রশাসন জানায়, সকল কেন্দ্রে পর্যাপ্ত নির্বাচনী সামগ্রী পৌঁছে দেওয়া হয়েছে। স্থানীয় সাংবাদিকরা সরেজমিনে পরিস্থিতি পর্যবেক্ষণ করছেন। ভোটাররা উৎসবমুখর পরিবেশে ভোট দিচ্ছেন বলে জানা গেছে। কোথাও কোনো অপ্রীতিকর ঘটনার খবর পাওয়া যায়নি। bbox=[415, 1253, 795, 1455]
page-label: দৈনিক জন্মভূমি-২ bbox=[1359, 18, 1531, 46]
article-body: দেওয়ার আহ্বান জানিয়েছে একটি রাজনৈতিক দল। দলটির নেতারা বলেন, জনগণই চূড়ান্ত সিদ্ধান্ত নেবে। ভোটকেন্দ্রে নিরাপত্তা ব্যবস্থা জোরদার করা হয়েছে। সকাল থেকেই ভোটারদের উপস্থিতি লক্ষ্য করা গেছে। প্রিসাইডিং কর্মকর্তারা জানান, ভোটগ্রহণ শান্তিপূর্ণভাবে চলছে। আইনশৃঙ্খলা রক্ষাকারী বাহিনীর সদস্যরা কেন্দ্রের আশপাশে টহল দিচ্ছেন। নির্বাচন কমিশন সার্বক্ষণিক পরিস্থিতি পর্যবেক্ষণ করছে। প্রার্থীদের এজেন্টরা কেন্দ্রে উপস্থিত রয়েছেন। নারী ভোটারদের জন্য আলাদা লাইনের ব্যবস্থা করা হয়েছে। বয়স্ক ও প্রতিবন্ধী ভোটারদের অগ্রাধিকার দেওয়া হচ্ছে। ভোট শেষে কেন্দ্রেই গণনা শুরু হবে এবং ফলাফল ঘোষণা করা হবে। জেলা প্রশাসন জানায়, সকল কেন্দ্রে পর্যাপ্ত নির্বাচনী সামগ্রী পৌঁছে দেওয়া হয়েছে। স্থানীয় সাংবাদিকরা সরেজমিনে পরিস্থিতি পর্যবেক্ষণ করছেন। ভোটাররা উৎসবমুখর পরিবেশে ভোট দিচ্ছেন বলে জানা গেছে। কোথাও কোনো অপ্রীতিকর ঘটনার খবর পাওয়া যায়নি। bbox=[1030, 1567, 1230, 2035]
editorial-body: আজ ১২ (ফেব্রুয়ারি) ত্রয়োদশ জাতীয় সংসদ নির্বাচন। নির্বাচন নিয়ে সারাদেশে উৎসবের আমেজ তৈরি হয়েছে। রাজধানী ঢাকাসহ দেশের বিভিন্ন বিভাগীয় ও জেলা শহরের কর্মজীবী মানুষ ঈদের ন্যায় গত দুই দিন ধরে ছুটছেন তাদের আপন নীড়ে। এক দশকেরও বেশি সময় পর অনুষ্ঠিত হতে যাওয়া এই নির্বাচন নিয়ে ভোটারদের মধ্যে ব্যাপক আগ্রহ লক্ষ্য করা যাচ্ছে। নির্বাচন কমিশন বলেছে, একটি অবাধ, সুষ্ঠু ও নিরপেক্ষ নির্বাচন উপহার দিতে সব ধরনের প্রস্তুতি সম্পন্ন করা হয়েছে। আমরা আশা করি, সকল প্রার্থী ও রাজনৈতিক দল নির্বাচনী আচরণবিধি মেনে চলবে এবং ভোটাররা নির্ভয়ে কেন্দ্রে গিয়ে তাদের পছন্দের প্রার্থীকে ভোট দিতে পারবেন। গণতন্ত্রের পথে এই যাত্রা সফল হোক। ভোটকেন্দ্রে নিরাপত্তা ব্যবস্থা জোরদার করা হয়েছে। সকাল থেকেই ভোটারদের উপস্থিতি লক্ষ্য করা গেছে। প্রিসাইডিং কর্মকর্তারা জানান, ভোটগ্রহণ শান্তিপূর্ণভাবে চলছে। আইনশৃঙ্খলা রক্ষাকারী বাহিনীর সদস্যরা কেন্দ্রের আশপাশে টহল দিচ্ছেন। নির্বাচন কমিশন সার্বক্ষণিক পরিস্থিতি পর্যবেক্ষণ করছে। প্রার্থীদের এজেন্টরা কেন্দ্রে উপস্থিত রয়েছেন। নারী ভোটারদের জন্য আলাদা লাইনের ব্যবস্থা করা হয়েছে। বয়স্ক ও প্রতিবন্ধী ভোটারদের অগ্রাধিকার দেওয়া হচ্ছে। ভোট শেষে কেন্দ্রেই গণনা শুরু হবে এবং ফলাফল ঘোষণা করা হবে। জেলা প্রশাসন জানায়, সকল কেন্দ্রে পর্যাপ্ত নির্বাচনী সামগ্রী পৌঁছে দেওয়া হয়েছে। স্থানীয় সাংবাদিকরা সরেজমিনে পরিস্থিতি পর্যবেক্ষণ করছেন। ভোটাররা উৎসবমুখর পরিবেশে ভোট দিচ্ছেন বলে জানা গেছে। কোথাও কোনো অপ্রীতিকর ঘটনার খবর পাওয়া যায়নি। bbox=[44, 553, 394, 974]
article-body: সাতক্ষীরায় গোয়েন্দা পরিচয় দেওয়া এক ভুয়া গোয়েন্দাকে আটক করেছে সেনাবাহিনী। এসময় তার কাছ থেকে ককটেল ও গুলি উদ্ধার করা হয়েছে। ভোটকেন্দ্রে নিরাপত্তা ব্যবস্থা জোরদার করা হয়েছে। সকাল থেকেই ভোটারদের উপস্থিতি লক্ষ্য করা গেছে। প্রিসাইডিং কর্মকর্তারা জানান, ভোটগ্রহণ শান্তিপূর্ণভাবে চলছে। আইনশৃঙ্খলা রক্ষাকারী বাহিনীর সদস্যরা কেন্দ্রের আশপাশে টহল দিচ্ছেন। নির্বাচন কমিশন সার্বক্ষণিক পরিস্থিতি পর্যবেক্ষণ করছে। প্রার্থীদের এজেন্টরা কেন্দ্রে উপস্থিত রয়েছেন। নারী ভোটারদের জন্য আলাদা লাইনের ব্যবস্থা করা হয়েছে। বয়স্ক ও প্রতিবন্ধী ভোটারদের অগ্রাধিকার দেওয়া হচ্ছে। ভোট শেষে কেন্দ্রেই গণনা শুরু হবে এবং ফলাফল ঘোষণা করা হবে। জেলা প্রশাসন জানায়, সকল কেন্দ্রে পর্যাপ্ত নির্বাচনী সামগ্রী পৌঁছে দেওয়া হয়েছে। স্থানীয় সাংবাদিকরা সরেজমিনে পরিস্থিতি পর্যবেক্ষণ করছেন। ভোটাররা উৎসবমুখর পরিবেশে ভোট দিচ্ছেন বলে জানা গেছে। কোথাও কোনো অপ্রীতিকর ঘটনার খবর পাওয়া যায়নি। bbox=[1247, 640, 1527, 996]
article bbox=[808, 1510, 1016, 1697]
article-headline: কুষ্টিয়ায় ১০টি ককটেল সদৃশ বস্তু উদ্ধার bbox=[48, 1907, 390, 1935]
article bbox=[1244, 1523, 1531, 1885]
column-divider bbox=[1238, 57, 1239, 2342]
section-label: সম্পাদকীয় bbox=[39, 256, 399, 294]
article-headline: খুলনায় নিজের ভোট নিজেকে দিতে bbox=[418, 1615, 792, 1689]
article bbox=[37, 1571, 401, 1896]
article-headline: নীলফামারীতে হিন্দু bbox=[1057, 1040, 1202, 1063]
article-headline: সচেতনভাবে ভোটাধিকার প্রয়োগের bbox=[424, 801, 785, 832]
article bbox=[411, 344, 798, 789]
article bbox=[808, 57, 1016, 466]
article-byline: জন্মভূমি ডেস্ক bbox=[1247, 1613, 1318, 1629]
article-body: সৃষ্টি করতে ও দেশের স্থিতিশীলতা বিনষ্ট করতে একটি মহল তৎপর রয়েছে বলে অভিযোগ করা হয়। ভোটকেন্দ্রে নিরাপত্তা ব্যবস্থা জোরদার করা হয়েছে। সকাল থেকেই ভোটারদের উপস্থিতি লক্ষ্য করা গেছে। প্রিসাইডিং কর্মকর্তারা জানান, ভোটগ্রহণ শান্তিপূর্ণভাবে চলছে। আইনশৃঙ্খলা রক্ষাকারী বাহিনীর সদস্যরা কেন্দ্রের আশপাশে টহল দিচ্ছেন। নির্বাচন কমিশন সার্বক্ষণিক পরিস্থিতি পর্যবেক্ষণ করছে। প্রার্থীদের এজেন্টরা কেন্দ্রে উপস্থিত রয়েছেন। নারী ভোটারদের জন্য আলাদা লাইনের ব্যবস্থা করা হয়েছে। বয়স্ক ও প্রতিবন্ধী ভোটারদের অগ্রাধিকার দেওয়া হচ্ছে। ভোট শেষে কেন্দ্রেই গণনা শুরু হবে এবং ফলাফল ঘোষণা করা হবে। জেলা প্রশাসন জানায়, সকল কেন্দ্রে পর্যাপ্ত নির্বাচনী সামগ্রী পৌঁছে দেওয়া হয়েছে। স্থানীয় সাংবাদিকরা সরেজমিনে পরিস্থিতি পর্যবেক্ষণ করছেন। ভোটাররা উৎসবমুখর পরিবেশে ভোট দিচ্ছেন বলে জানা গেছে। কোথাও কোনো অপ্রীতিকর ঘটনার খবর পাওয়া যায়নি। bbox=[812, 1349, 1012, 1503]
article-body: স্বাধীনতার স্বপ্ন দানা বাঁধে, যা আমাদের পরবর্তীতে ৬৯ এর গণঅভ্যুত্থান, পরে ৭১ এর মহান মুক্তিযুদ্ধ এবং তারপর সর্বশেষ জুলাই ২৪ এর ছাত্রদের আন্দোলনের প্রেরণা দেয়। ভাষার অধিকার রক্ষার আন্দোলন আজ বিশ্বব্যাপী স্বীকৃত। ভোটকেন্দ্রে নিরাপত্তা ব্যবস্থা জোরদার করা হয়েছে। সকাল থেকেই ভোটারদের উপস্থিতি লক্ষ্য করা গেছে। প্রিসাইডিং কর্মকর্তারা জানান, ভোটগ্রহণ শান্তিপূর্ণভাবে চলছে। আইনশৃঙ্খলা রক্ষাকারী বাহিনীর সদস্যরা কেন্দ্রের আশপাশে টহল দিচ্ছেন। নির্বাচন কমিশন সার্বক্ষণিক পরিস্থিতি পর্যবেক্ষণ করছে। প্রার্থীদের এজেন্টরা কেন্দ্রে উপস্থিত রয়েছেন। নারী ভোটারদের জন্য আলাদা লাইনের ব্যবস্থা করা হয়েছে। বয়স্ক ও প্রতিবন্ধী ভোটারদের অগ্রাধিকার দেওয়া হচ্ছে। ভোট শেষে কেন্দ্রেই গণনা শুরু হবে এবং ফলাফল ঘোষণা করা হবে। জেলা প্রশাসন জানায়, সকল কেন্দ্রে পর্যাপ্ত নির্বাচনী সামগ্রী পৌঁছে দেওয়া হয়েছে। স্থানীয় সাংবাদিকরা সরেজমিনে পরিস্থিতি পর্যবেক্ষণ করছেন। ভোটাররা উৎসবমুখর পরিবেশে ভোট দিচ্ছেন বলে জানা গেছে। কোথাও কোনো অপ্রীতিকর ঘটনার খবর পাওয়া যায়নি। bbox=[41, 1019, 397, 1147]
column-2 bbox=[411, 57, 798, 2342]
column-3 bbox=[808, 57, 1016, 2342]
